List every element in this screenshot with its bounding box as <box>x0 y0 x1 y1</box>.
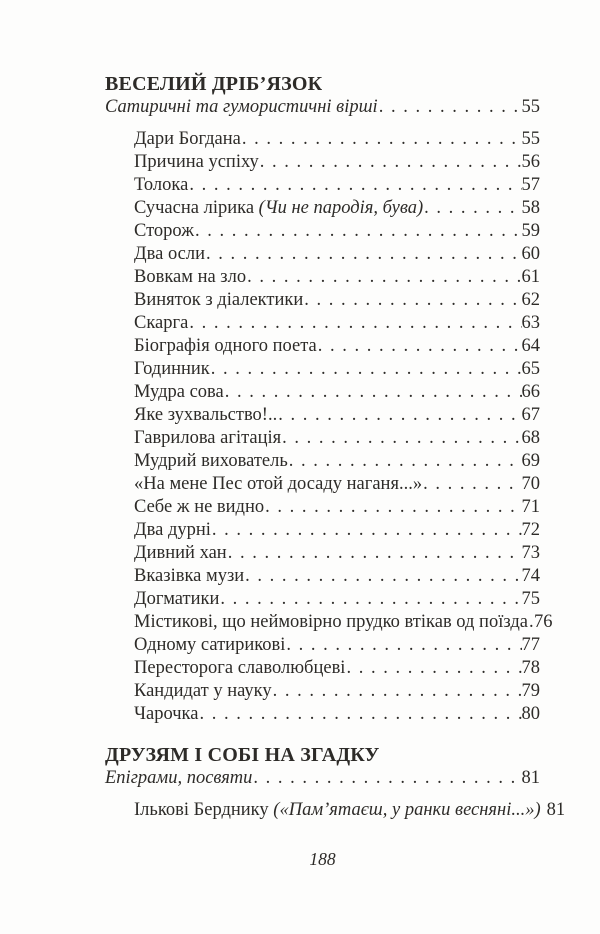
toc-entry-title: Два осли <box>134 244 206 264</box>
toc-entry-title: Чарочка <box>134 704 199 724</box>
section-entries <box>105 799 566 822</box>
toc-entry-page: 72 <box>521 520 540 540</box>
toc-entry-page: 59 <box>521 221 540 241</box>
toc-entry-page: 58 <box>521 198 540 218</box>
toc-entry-title: Одному сатирикові <box>134 635 286 655</box>
toc-entry-title: Дивний хан <box>134 543 227 563</box>
toc-entry-title: «На мене Пес отой досаду наганя...» <box>134 474 423 494</box>
dot-leader <box>423 197 521 220</box>
toc-entry <box>134 611 553 634</box>
section-heading: ДРУЗЯМ І СОБІ НА ЗГАДКУ <box>105 744 380 766</box>
dot-leader <box>219 588 521 611</box>
section-entries <box>105 128 553 726</box>
dot-leader <box>378 96 522 119</box>
dot-leader <box>272 680 522 703</box>
toc-entry-page: 61 <box>521 267 540 287</box>
toc-entry-page: 66 <box>521 382 540 402</box>
toc-entry-page: 57 <box>521 175 540 195</box>
toc-entry-page: 74 <box>521 566 540 586</box>
toc-entry-page: 78 <box>521 658 540 678</box>
toc-entry <box>134 496 540 519</box>
toc-entry-page: 76 <box>533 612 553 632</box>
dot-leader <box>281 427 521 450</box>
toc-entry-page: 64 <box>521 336 540 356</box>
toc-section <box>105 72 553 726</box>
toc-entry <box>134 634 540 657</box>
section-heading: ВЕСЕЛИЙ ДРІБ’ЯЗОК <box>105 73 323 95</box>
dot-leader <box>188 312 521 335</box>
toc-entry-page: 63 <box>521 313 540 333</box>
toc-entry <box>134 128 540 151</box>
dot-leader <box>244 565 521 588</box>
toc-entry-title: Годинник <box>134 359 210 379</box>
toc-entry <box>134 404 540 427</box>
section-subtitle <box>105 96 540 119</box>
toc-entry <box>134 358 540 381</box>
toc-entry <box>134 703 540 726</box>
dot-leader <box>246 266 521 289</box>
toc-entry-title: Скарга <box>134 313 189 333</box>
toc-entry-page: 67 <box>521 405 540 425</box>
dot-leader <box>211 519 522 542</box>
toc-entry-title: Гаврилова агітація <box>134 428 282 448</box>
toc-entry-page: 65 <box>521 359 540 379</box>
toc-entry <box>134 197 540 220</box>
toc-entry-title: Причина успіху <box>134 152 259 172</box>
dot-leader <box>345 657 521 680</box>
toc-entry <box>134 427 540 450</box>
dot-leader <box>277 404 521 427</box>
toc-entry-title: Яке зухвальство!.. <box>134 405 278 425</box>
toc-entry-page: 69 <box>521 451 540 471</box>
section-subtitle-title: Епіграми, посвяти <box>105 768 253 788</box>
toc-entry-title: Толока <box>134 175 189 195</box>
dot-leader <box>285 634 521 657</box>
dot-leader <box>194 220 521 243</box>
toc-entry <box>134 588 540 611</box>
toc-entry <box>134 657 540 680</box>
toc-entry <box>134 266 540 289</box>
toc-section <box>105 743 566 822</box>
toc-entry <box>134 335 540 358</box>
section-subtitle-page: 55 <box>521 97 540 117</box>
toc-entry <box>134 243 540 266</box>
toc-entry <box>134 381 540 404</box>
page-number: 188 <box>309 849 336 869</box>
dot-leader <box>188 174 521 197</box>
dot-leader <box>252 767 521 790</box>
dot-leader <box>224 381 522 404</box>
toc-entry <box>134 174 540 197</box>
toc-entry <box>134 680 540 703</box>
toc-entry-title: Містикові, що неймовірно прудко втікав од поїзда <box>134 612 528 632</box>
toc-entry-page: 55 <box>521 129 540 149</box>
toc-entry <box>134 799 566 822</box>
toc-entry-page: 80 <box>521 704 540 724</box>
toc-entry-title: Себе ж не видно <box>134 497 265 517</box>
dot-leader <box>241 128 522 151</box>
toc-entry-page: 68 <box>521 428 540 448</box>
toc-entry-page: 81 <box>546 800 566 820</box>
toc-entry-page: 73 <box>521 543 540 563</box>
section-subtitle-page: 81 <box>521 768 540 788</box>
dot-leader <box>259 151 522 174</box>
toc-entry-title: Вказівка музи <box>134 566 245 586</box>
dot-leader <box>288 450 522 473</box>
dot-leader <box>422 473 521 496</box>
toc-entry-page: 77 <box>521 635 540 655</box>
toc-entry <box>134 519 540 542</box>
dot-leader <box>317 335 522 358</box>
toc-entry <box>134 151 540 174</box>
toc-entry <box>134 312 540 335</box>
toc-entry <box>134 450 540 473</box>
toc-entry-title-italic: («Пам’ятаєш, у ранки весняні...») <box>273 800 541 820</box>
toc-entry-title: Пересторога славолюбцеві <box>134 658 346 678</box>
toc-entry-page: 75 <box>521 589 540 609</box>
toc-entry-title: Сторож <box>134 221 195 241</box>
toc-entry-page: 79 <box>521 681 540 701</box>
toc-entry <box>134 473 540 496</box>
toc-entry-page: 60 <box>521 244 540 264</box>
toc-entry-title: Вовкам на зло <box>134 267 247 287</box>
toc-entry-page: 56 <box>521 152 540 172</box>
toc-entry-page: 62 <box>521 290 540 310</box>
toc-entry-page: 71 <box>521 497 540 517</box>
dot-leader <box>227 542 522 565</box>
toc-entry <box>134 289 540 312</box>
dot-leader <box>264 496 521 519</box>
section-subtitle <box>105 767 540 790</box>
toc-entry-title-italic: (Чи не пародія, бува) <box>258 198 424 218</box>
table-of-contents <box>105 72 566 822</box>
dot-leader <box>205 243 521 266</box>
dot-leader <box>303 289 521 312</box>
toc-entry <box>134 220 540 243</box>
toc-entry-title: Дари Богдана <box>134 129 241 149</box>
toc-entry-title: Біографія одного поета <box>134 336 317 356</box>
toc-entry-title: Виняток з діалектики <box>134 290 304 310</box>
dot-leader <box>210 358 522 381</box>
toc-entry-title: Ількові Берднику («Пам’ятаєш, у ранки весняні...») <box>134 800 541 820</box>
toc-entry-title: Догматики <box>134 589 220 609</box>
toc-entry-page: 70 <box>521 474 540 494</box>
toc-entry <box>134 542 540 565</box>
toc-entry-title: Два дурні <box>134 520 211 540</box>
toc-entry <box>134 565 540 588</box>
dot-leader <box>198 703 521 726</box>
toc-entry-title: Мудрий вихователь <box>134 451 288 471</box>
toc-entry-title: Кандидат у науку <box>134 681 272 701</box>
section-subtitle-title: Сатиричні та гумористичні вірші <box>105 97 378 117</box>
toc-entry-title: Сучасна лірика (Чи не пародія, бува) <box>134 198 424 218</box>
toc-entry-title: Мудра сова <box>134 382 224 402</box>
